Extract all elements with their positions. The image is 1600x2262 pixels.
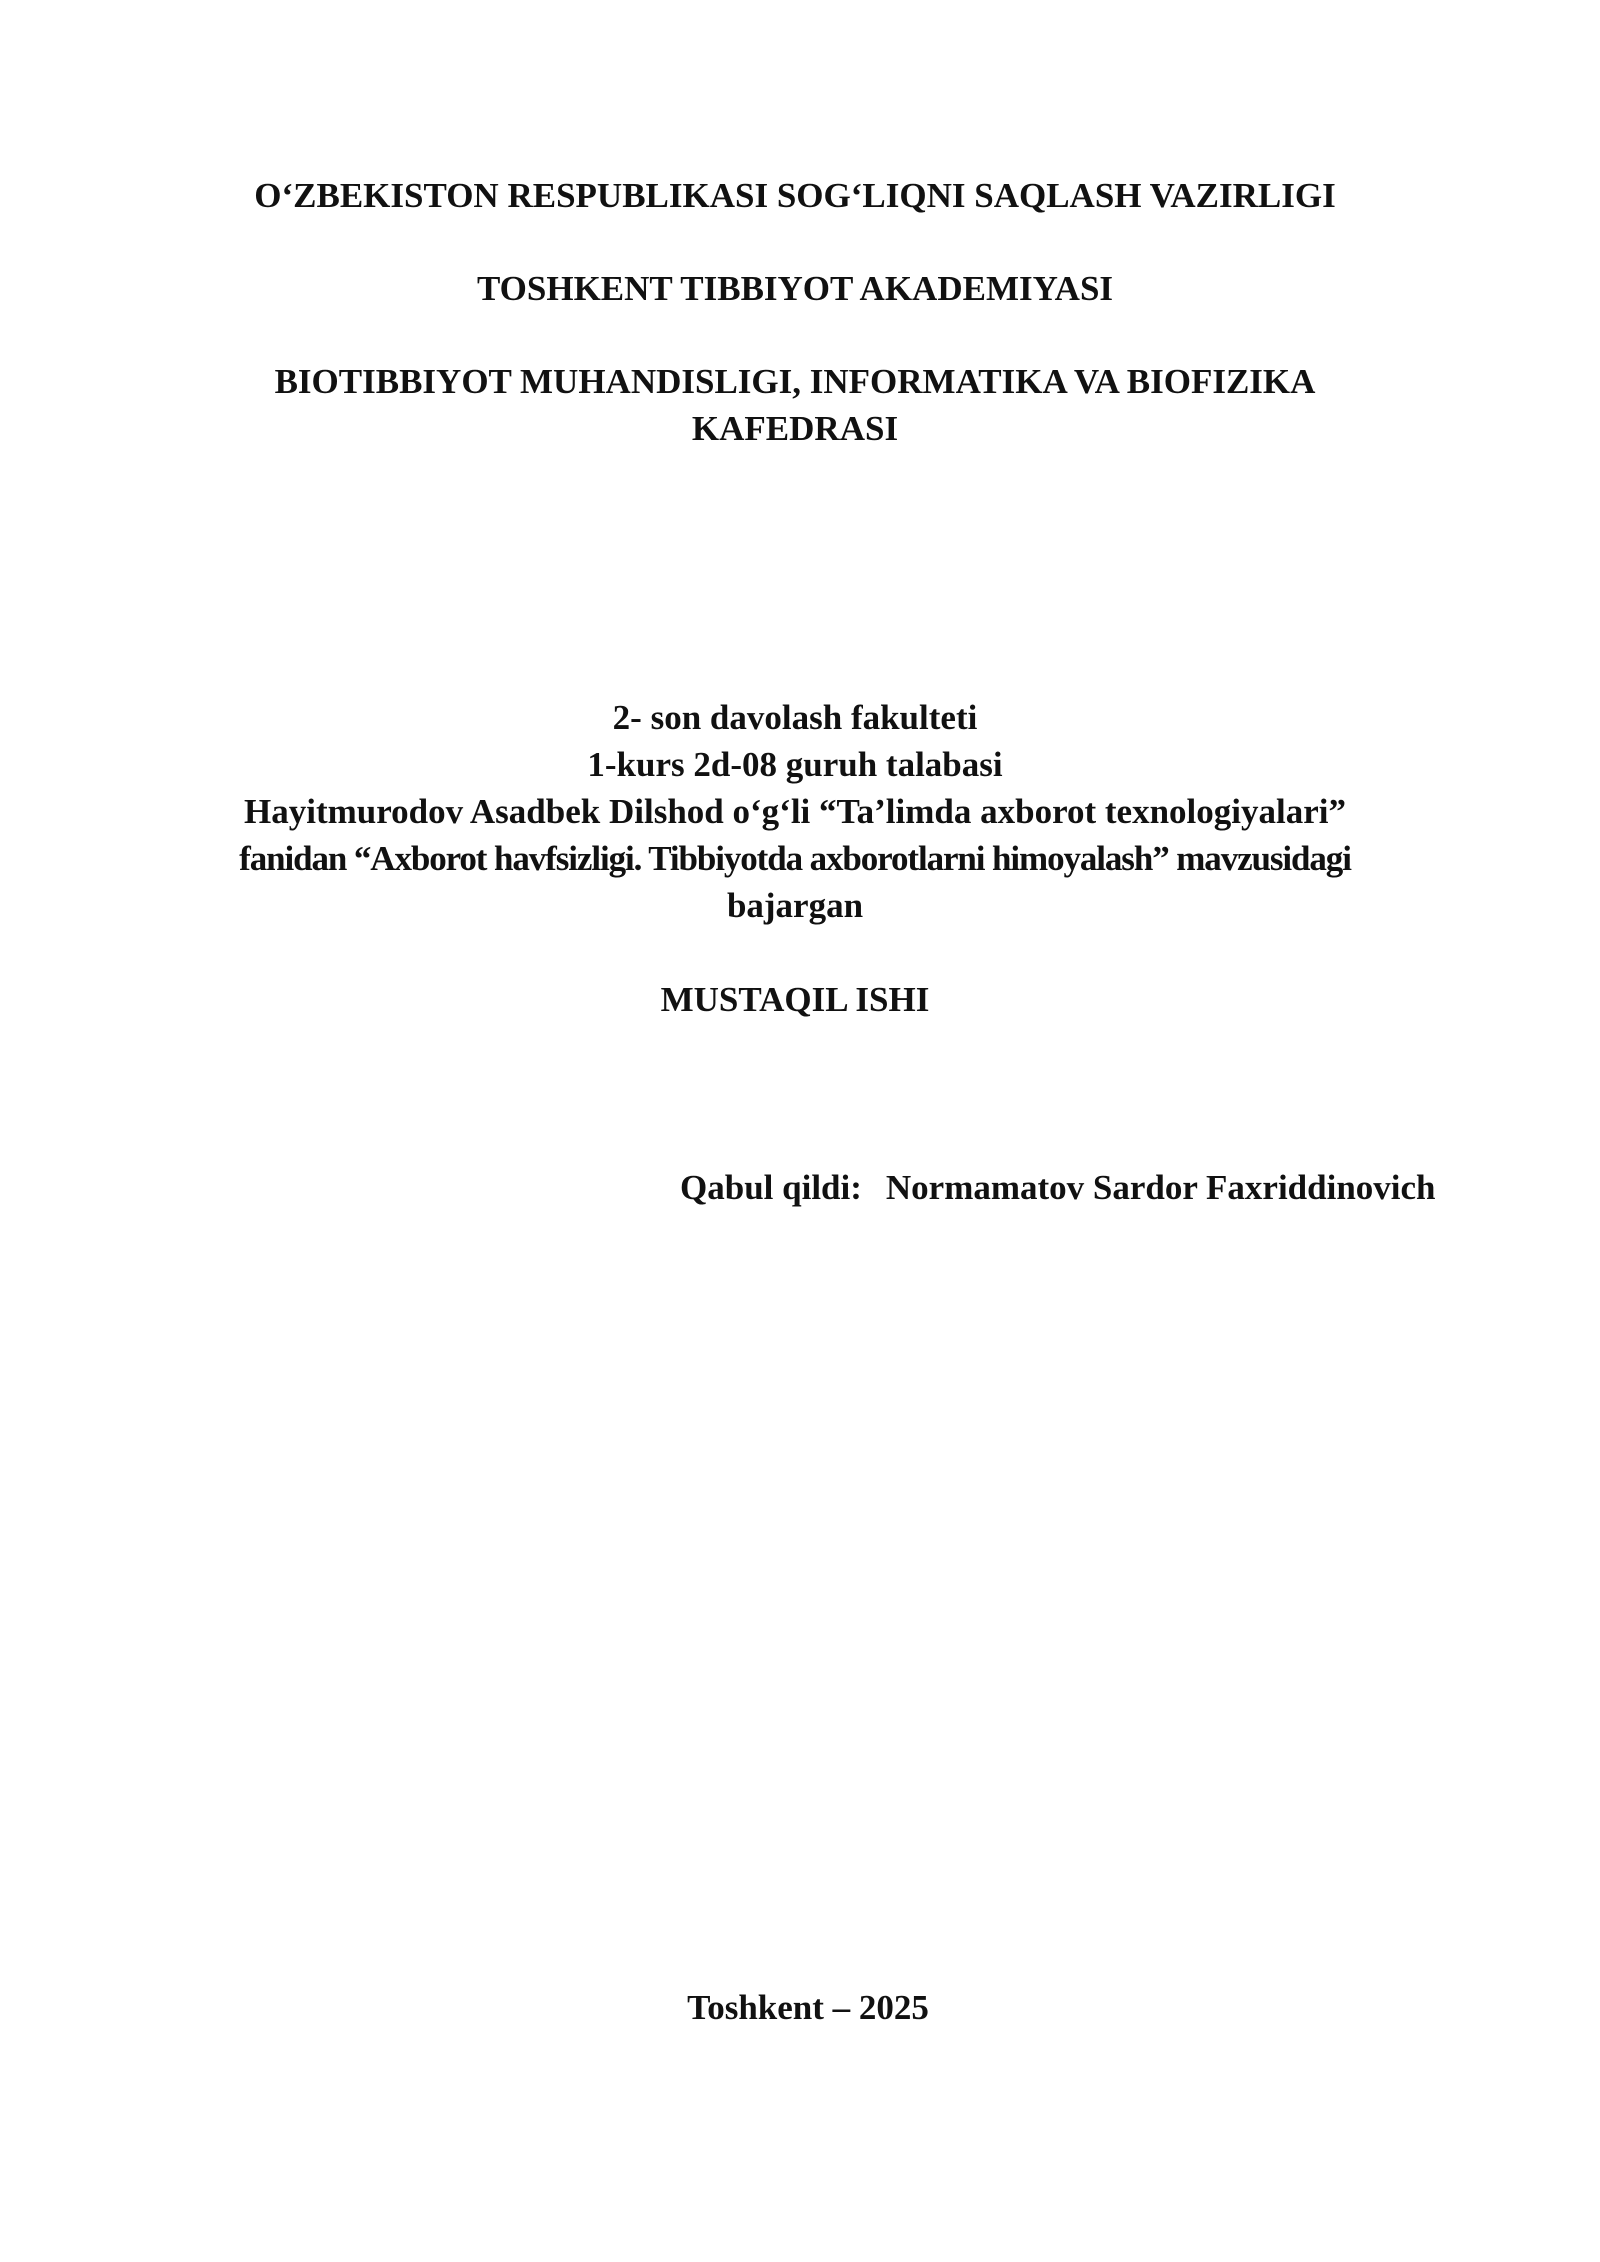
accepted-by-name: Normamatov Sardor Faxriddinovich <box>885 1168 1436 1207</box>
department-heading-line2: KAFEDRASI <box>691 409 899 448</box>
group-line: 1-kurs 2d-08 guruh talabasi <box>587 745 1003 784</box>
faculty-line: 2- son davolash fakulteti <box>612 698 978 737</box>
city-year-footer: Toshkent – 2025 <box>687 1988 929 2027</box>
accepted-by <box>680 1164 1436 1211</box>
topic-line: fanidan “Axborot havfsizligi. Tibbiyotda axborotlarni himoyalash” mavzusidagi <box>239 839 1351 878</box>
ministry-heading: O‘ZBEKISTON RESPUBLIKASI SOG‘LIQNI SAQLASH VAZIRLIGI <box>254 176 1336 215</box>
academy-heading: TOSHKENT TIBBIYOT AKADEMIYASI <box>476 269 1114 308</box>
student-name-line: Hayitmurodov Asadbek Dilshod o‘g‘li “Ta’limda axborot texnologiyalari” <box>244 792 1346 831</box>
done-line: bajargan <box>726 886 864 925</box>
accepted-by-label: Qabul qildi: <box>680 1168 862 1207</box>
work-title: MUSTAQIL ISHI <box>660 980 930 1019</box>
student-info-block <box>0 694 1595 929</box>
department-heading-line1: BIOTIBBIYOT MUHANDISLIGI, INFORMATIKA VA BIOFIZIKA <box>274 362 1316 401</box>
